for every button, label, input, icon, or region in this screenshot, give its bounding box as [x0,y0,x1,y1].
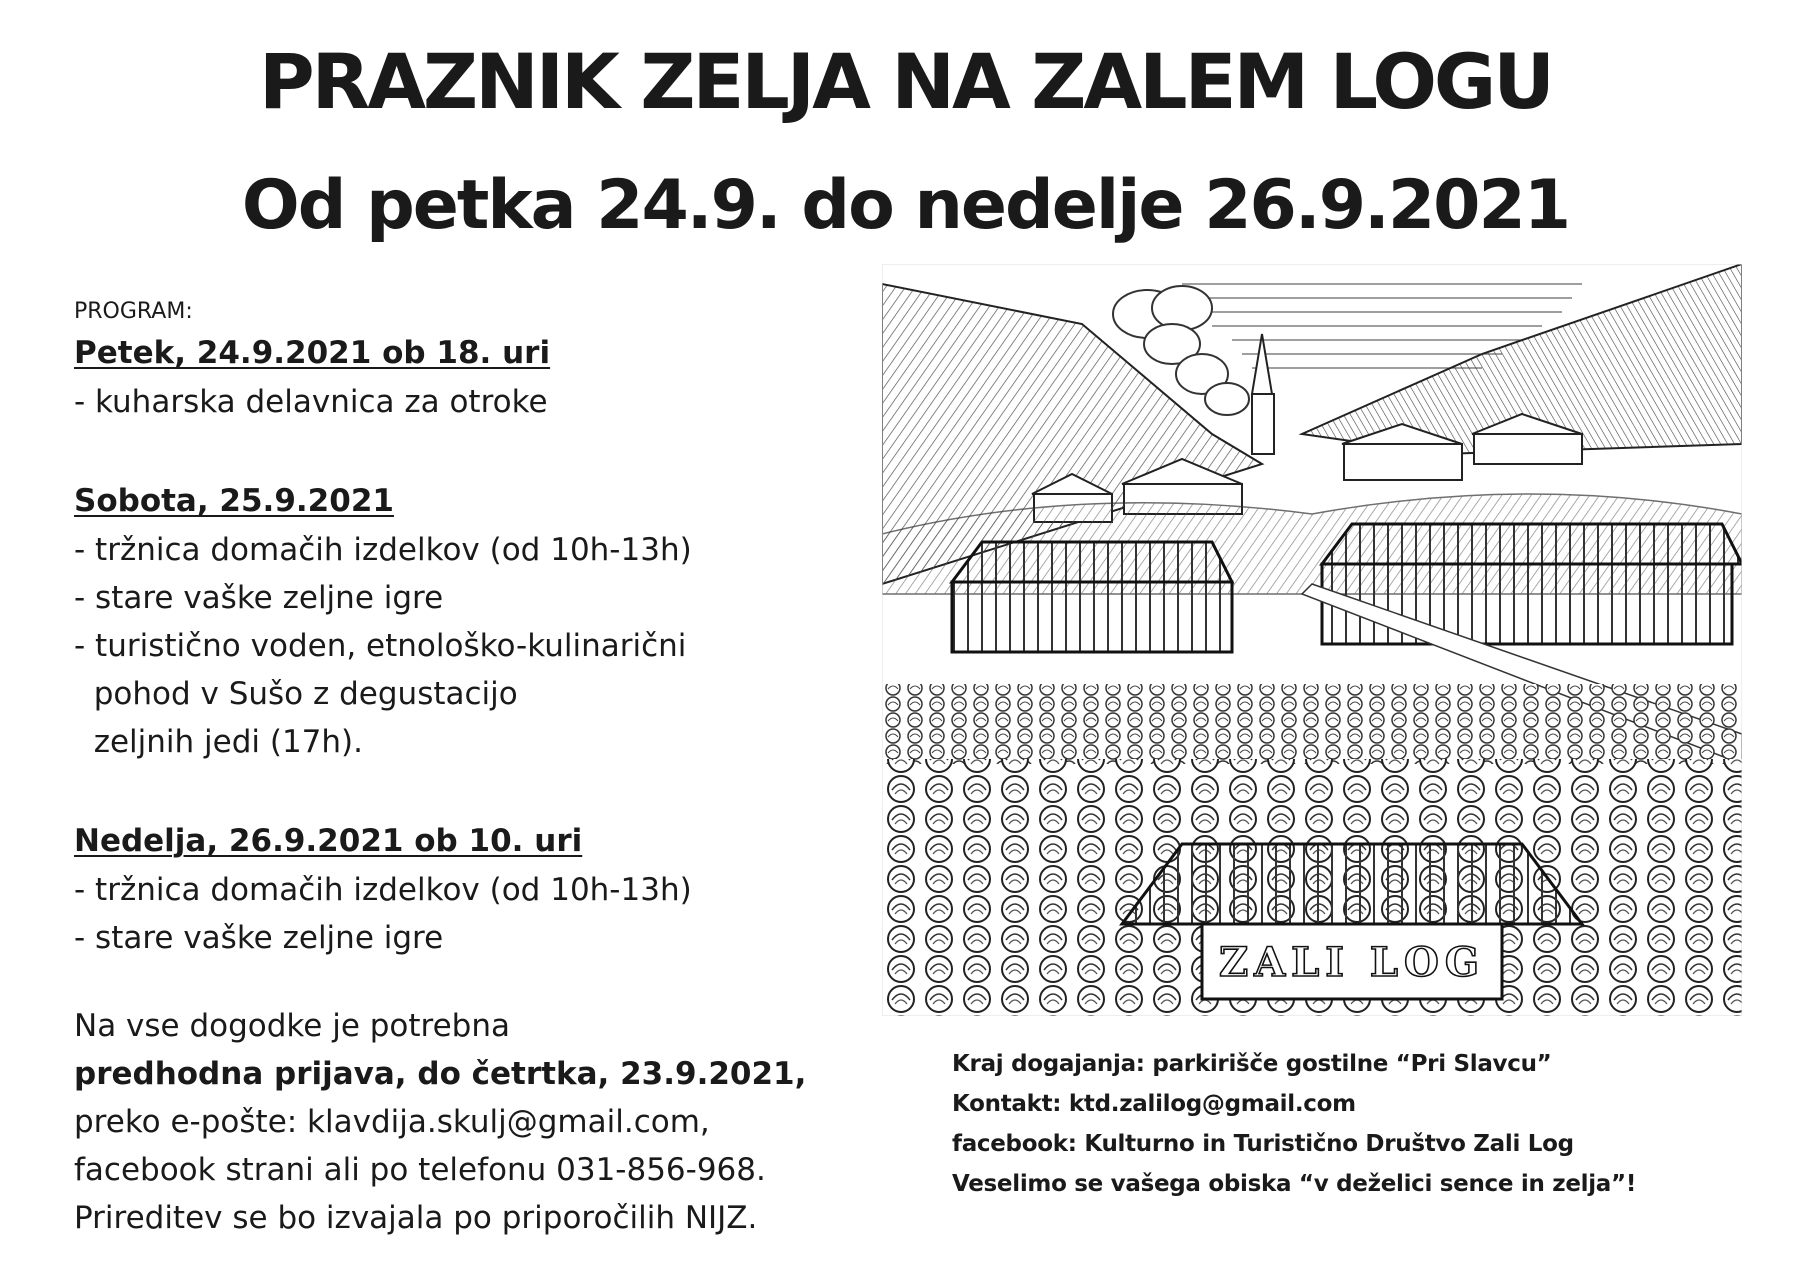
day-heading-saturday: Sobota, 25.9.2021 [74,483,394,519]
event-info [952,1044,1772,1204]
contact-email: Kontakt: ktd.zalilog@gmail.com [952,1091,1356,1117]
program-item: pohod v Sušo z degustacijo [74,676,518,712]
program-item: - stare vaške zeljne igre [74,920,444,956]
facebook-info: facebook: Kulturno in Turistično Društvo Zali Log [952,1131,1574,1157]
program-item: - stare vaške zeljne igre [74,580,444,616]
notice-email-line: preko e-pošte: klavdija.skulj@gmail.com, [74,1104,710,1140]
registration-notice [74,1002,894,1242]
notice-line: Prireditev se bo izvajala po priporočilih NIJZ. [74,1200,758,1236]
program-label: PROGRAM: [74,299,193,324]
program-item: zeljnih jedi (17h). [74,724,364,760]
day-heading-sunday: Nedelja, 26.9.2021 ob 10. uri [74,823,583,859]
sign-text: ZALI LOG [1218,939,1486,986]
closing-greeting: Veselimo se vašega obiska “v deželici sence in zelja”! [952,1171,1637,1197]
registration-deadline: predhodna prijava, do četrtka, 23.9.2021, [74,1056,807,1092]
program-item: - turistično voden, etnološko-kulinarični [74,628,687,664]
program-item: - tržnica domačih izdelkov (od 10h-13h) [74,532,692,568]
day-heading-friday: Petek, 24.9.2021 ob 18. uri [74,335,551,371]
notice-phone-line: facebook strani ali po telefonu 031-856-968. [74,1152,766,1188]
program-item: - kuharska delavnica za otroke [74,384,548,420]
village-illustration [882,264,1742,1016]
notice-line: Na vse dogodke je potrebna [74,1008,510,1044]
event-dates: Od petka 24.9. do nedelje 26.9.2021 [241,166,1570,245]
poster-title: PRAZNIK ZELJA NA ZALEM LOGU [258,37,1553,126]
program-item: - tržnica domačih izdelkov (od 10h-13h) [74,872,692,908]
program-section [74,296,854,962]
event-location: Kraj dogajanja: parkirišče gostilne “Pri Slavcu” [952,1051,1552,1077]
village-sketch [882,264,1742,1016]
